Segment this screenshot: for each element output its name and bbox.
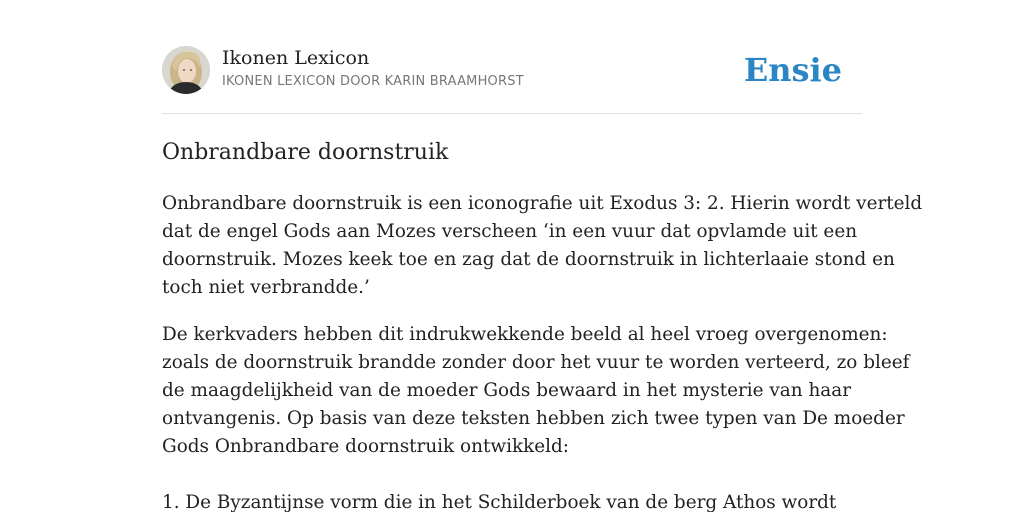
author-photo-icon [162,46,210,94]
author-header [162,46,862,96]
paragraph-line: dat de engel Gods aan Mozes verscheen ‘in een vuur dat opvlamde uit een [162,221,858,242]
paragraph [162,321,910,461]
paragraph-line: toch niet verbrandde.’ [162,277,370,298]
author-name[interactable]: Ikonen Lexicon [222,47,370,69]
paragraph-line: zoals de doornstruik brandde zonder door het vuur te worden verteerd, zo bleef [162,352,910,373]
paragraph-line: doornstruik. Mozes keek toe en zag dat de doornstruik in lichterlaaie stond en [162,249,895,270]
article-body [162,190,923,512]
paragraph-line: ontvangenis. Op basis van deze teksten hebben zich twee typen van De moeder [162,408,905,429]
paragraph-line: De kerkvaders hebben dit indrukwekkende beeld al heel vroeg overgenomen: [162,324,888,345]
author-subtitle[interactable]: IKONEN LEXICON DOOR KARIN BRAAMHORST [222,74,524,89]
list-item-text: 1. De Byzantijnse vorm die in het Schilderboek van de berg Athos wordt [162,492,837,512]
paragraph [162,190,923,302]
list-item [162,489,862,512]
author-avatar[interactable] [162,46,210,94]
paragraph-line: de maagdelijkheid van de moeder Gods bewaard in het mysterie van haar [162,380,852,401]
brand-logo[interactable]: Ensie [743,51,842,89]
paragraph-line: Gods Onbrandbare doornstruik ontwikkeld: [162,436,569,457]
paragraph-line: Onbrandbare doornstruik is een iconografie uit Exodus 3: 2. Hierin wordt verteld [162,193,923,214]
article-title: Onbrandbare doornstruik [162,140,449,165]
divider [162,113,862,114]
